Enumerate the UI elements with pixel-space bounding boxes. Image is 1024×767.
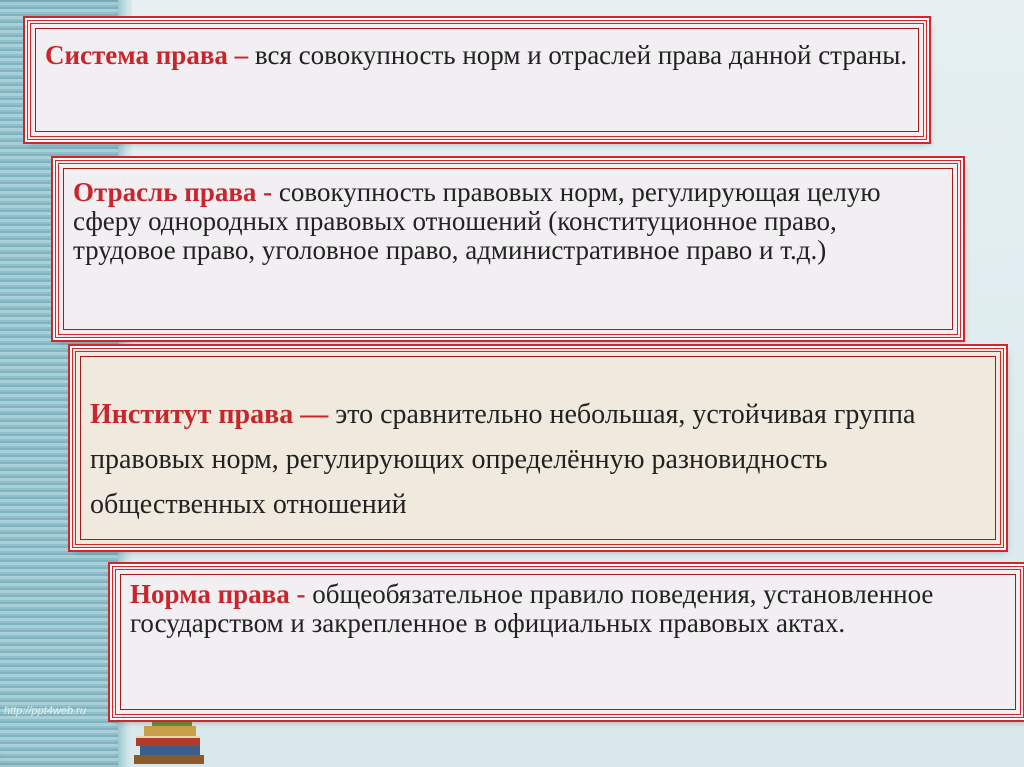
- definition-text: [59, 164, 957, 265]
- definition-card-legal-institution: [72, 348, 1004, 548]
- definition-text: [76, 352, 1000, 527]
- term-label: Норма права -: [130, 579, 306, 609]
- definition-text: [116, 570, 1020, 638]
- term-label: Отрасль права -: [73, 177, 273, 207]
- definition-card-branch-of-law: [55, 160, 961, 338]
- definition-card-legal-system: [27, 20, 927, 140]
- watermark-text: http://ppt4web.ru: [4, 705, 86, 717]
- definition-body: это сравнительно небольшая, устойчивая группа правовых норм, регулирующих определённую разновидность общественных отношений: [90, 399, 916, 520]
- term-label: Институт права —: [90, 399, 329, 430]
- definition-text: [31, 24, 923, 70]
- definition-body: совокупность правовых норм, регулирующая целую сферу однородных правовых отношений (конституционное право, трудовое право, уголовное право, административное право и т.д.): [73, 177, 881, 265]
- term-label: Система права –: [45, 40, 249, 70]
- definition-body: общеобязательное правило поведения, установленное государством и закрепленное в официальных правовых актах.: [130, 579, 934, 638]
- definition-body: вся совокупность норм и отраслей права данной страны.: [248, 40, 908, 70]
- definition-card-legal-norm: [112, 566, 1024, 718]
